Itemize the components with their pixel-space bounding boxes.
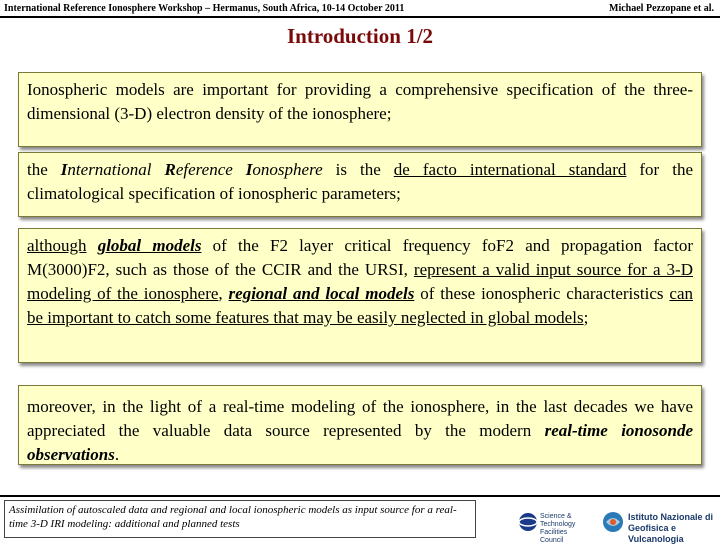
footer-caption (4, 500, 476, 538)
bullet-3-comma: , (218, 284, 229, 303)
ingv-logo (602, 506, 718, 544)
iri-word-1: nternational (67, 160, 165, 179)
stfc-logo-icon (518, 512, 538, 532)
bullet-3-regional-local: regional and local models (228, 284, 415, 303)
ingv-logo-icon (602, 508, 624, 536)
iri-letter-i: I (60, 160, 68, 179)
bullet-4-ionosonde: real-time ionosonde observations (27, 421, 693, 464)
stfc-logo-text: Science & Technology Facilities Council (540, 513, 576, 544)
iri-letter-i2: I (245, 160, 253, 179)
header-event: International Reference Ionosphere Workshop – Hermanus, South Africa, 10-14 October 2011 (4, 3, 405, 14)
bullet-3-semicolon: ; (583, 308, 589, 327)
bullet-3-text-a: of the F2 layer critical frequency foF2 and propagation factor M(3000)F2, such as those of the CCIR and the URSI, (27, 236, 693, 279)
bullet-3-global-models: global models (97, 236, 202, 255)
ingv-logo-text (628, 512, 718, 545)
iri-word-2: eference (175, 160, 246, 179)
bullet-2-text-b: is the (322, 160, 394, 179)
bullet-box-2 (18, 152, 702, 217)
slide-title: Introduction 1/2 (286, 24, 434, 48)
stfc-logo (516, 508, 592, 544)
bullet-box-1 (18, 72, 702, 147)
header-divider (0, 16, 720, 18)
footer-caption-text: Assimilation of autoscaled data and regional and local ionospheric models as input source for a real-time 3-D IRI modeling: additional and planned tests (9, 504, 457, 530)
bullet-3-text-b: of these ionospheric characteristics (414, 284, 670, 303)
bullet-1-text: Ionospheric models are important for providing a comprehensive specification of the three-dimensional (3-D) electron density of the ionosphere; (27, 80, 693, 123)
header-authors: Michael Pezzopane et al. (609, 3, 714, 14)
iri-letter-r: R (164, 160, 176, 179)
bullet-4-period: . (114, 445, 120, 464)
bullet-3-neglected: can be important to catch some features that may be easily neglected in global models (27, 284, 693, 327)
bullet-2-underlined: de facto international standard (393, 160, 627, 179)
bullet-4-text-a: moreover, in the light of a real-time modeling of the ionosphere, in the last decades we have appreciated the valuable data source represented by the modern (27, 397, 693, 440)
footer-divider (0, 495, 720, 497)
ingv-line-1: Istituto Nazionale di (628, 512, 714, 522)
ingv-line-2: Geofisica e Vulcanologia (628, 523, 684, 544)
bullet-box-3 (18, 228, 702, 363)
bullet-box-4 (18, 385, 702, 465)
bullet-3-valid-input: represent a valid input source for a 3-D modeling of the ionosphere (27, 260, 693, 303)
bullet-3-although: although (27, 236, 87, 255)
bullet-2-text-c: for the climatological specification of ionospheric parameters; (27, 160, 693, 203)
bullet-2-text-a: the (27, 160, 61, 179)
iri-word-3: onosphere (252, 160, 323, 179)
iri-name (61, 160, 323, 179)
